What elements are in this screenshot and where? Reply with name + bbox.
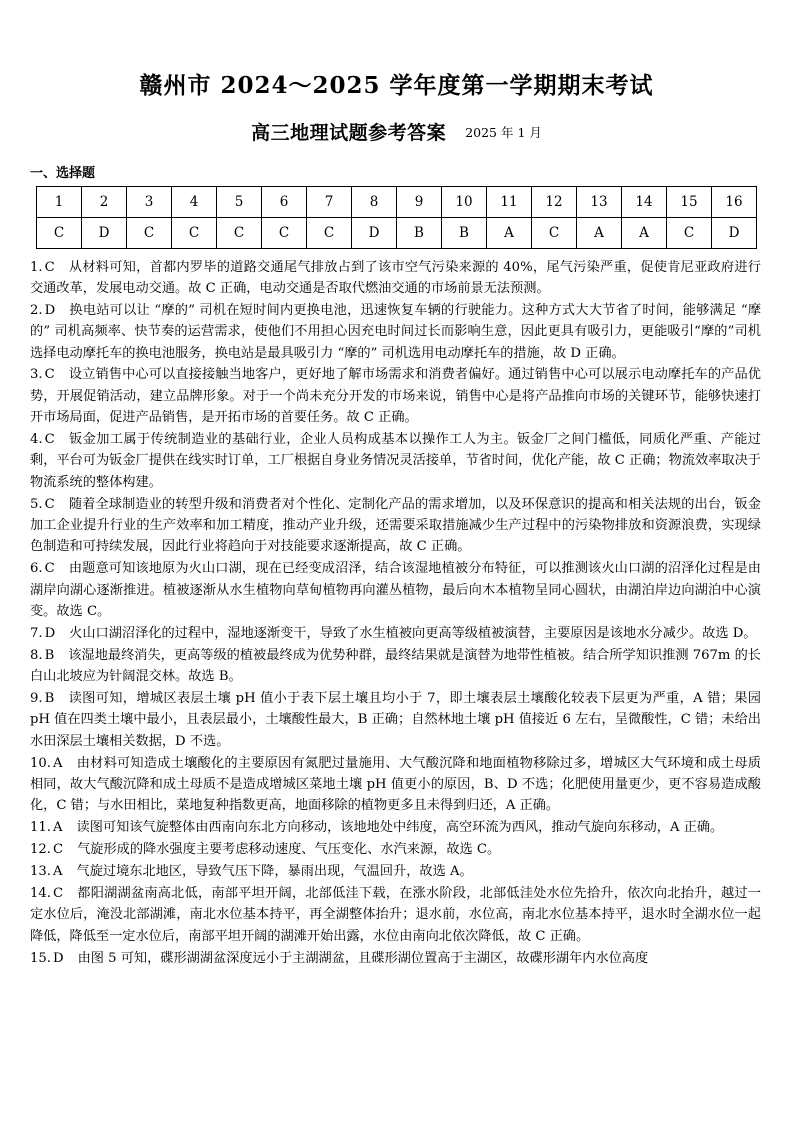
- table-cell-answer: C: [307, 217, 352, 248]
- table-cell-answer: A: [577, 217, 622, 248]
- document-date: 2025 年 1 月: [465, 124, 542, 140]
- explanation-item: [30, 688, 761, 752]
- subtitle-row: [0, 118, 793, 145]
- explanation-number: 14.: [30, 885, 51, 901]
- table-cell-question-number: 11: [487, 186, 532, 217]
- explanation-text: 设立销售中心可以直接接触当地客户，更好地了解市场需求和消费者偏好。通过销售中心可以展示电动摩托车的产品优势，开展促销活动，建立品牌形象。对于一个尚未充分开发的市场来说，销售中心是将产品推向市场的关键环节，能够快速打开市场局面，促进产品销售，是开拓市场的首要任务。故 C 正确。: [30, 367, 761, 426]
- explanation-answer: C: [44, 496, 55, 512]
- table-cell-question-number: 13: [577, 186, 622, 217]
- explanation-number: 9.: [30, 691, 43, 707]
- explanation-text: 从材料可知，首都内罗毕的道路交通尾气排放占到了该市空气污染来源的 40%，尾气污染严重，促使肯尼亚政府进行交通改革，发展电动交通。故 C 正确，电动交通是否取代燃油交通的市场前景无法预测。: [30, 259, 761, 296]
- explanation-answer: D: [44, 625, 56, 641]
- explanation-text: 该湿地最终消失，更高等级的植被最终成为优势种群，最终结果就是演替为地带性植被。结合所学知识推测 767m 的长白山北坡应为针阔混交林。故选 B。: [30, 647, 761, 685]
- table-cell-question-number: 3: [127, 186, 172, 217]
- table-cell-answer: C: [172, 217, 217, 248]
- explanation-answer: C: [52, 842, 64, 858]
- table-cell-answer: B: [397, 217, 442, 248]
- explanation-item: [30, 558, 761, 622]
- table-cell-question-number: 10: [442, 186, 487, 217]
- table-cell-answer: D: [352, 217, 397, 248]
- table-cell-question-number: 8: [352, 186, 397, 217]
- explanation-item: [30, 861, 761, 882]
- table-cell-question-number: 16: [712, 186, 757, 217]
- explanation-number: 11.: [30, 820, 51, 836]
- section-heading-multiple-choice: 一、选择题: [30, 165, 96, 181]
- table-cell-question-number: 6: [262, 186, 307, 217]
- explanation-answer: C: [52, 885, 64, 901]
- table-cell-answer: C: [667, 217, 712, 248]
- table-cell-answer: C: [37, 217, 82, 248]
- table-cell-question-number: 15: [667, 186, 712, 217]
- explanation-answer: C: [44, 259, 55, 275]
- explanation-number: 8.: [30, 647, 43, 663]
- page-title: 赣州市 2024～2025 学年度第一学期期末考试: [139, 72, 654, 99]
- explanation-answer: C: [44, 367, 55, 383]
- table-cell-answer: A: [487, 217, 532, 248]
- table-cell-question-number: 2: [82, 186, 127, 217]
- explanation-number: 10.: [30, 755, 51, 771]
- explanation-item: [30, 623, 761, 644]
- table-cell-question-number: 5: [217, 186, 262, 217]
- explanation-number: 7.: [30, 625, 43, 641]
- explanation-text: 钣金加工属于传统制造业的基础行业，企业人员构成基本以操作工人为主。钣金厂之间门槛低，同质化严重、产能过剩，平台可为钣金厂提供在线实时订单，工厂根据自身业务情况灵活接单，节省时间，优化产能，故 C 正确；物流效率取决于物流系统的整体构建。: [30, 432, 761, 490]
- explanation-answer: A: [52, 864, 63, 880]
- explanation-answer: B: [44, 647, 55, 663]
- table-cell-question-number: 4: [172, 186, 217, 217]
- explanation-answer: A: [52, 755, 63, 771]
- explanation-answer: D: [44, 302, 56, 318]
- explanation-number: 5.: [30, 496, 43, 512]
- explanation-item: [30, 494, 761, 558]
- explanation-text: 由材料可知造成土壤酸化的主要原因有氮肥过量施用、大气酸沉降和地面植物移除过多，增城区大气环境和成土母质相同，故大气酸沉降和成土母质不是造成增城区菜地土壤 pH 值更小的原因，B、D 不选；化肥使用量更少，更不容易造成酸化，C 错；与水田相比，菜地复种指数更高，地面移除的植物更多且未得到归还，A 正确。: [30, 755, 761, 814]
- explanation-text: 火山口湖沼泽化的过程中，湿地逐渐变干，导致了水生植被向更高等级植被演替，主要原因是该地水分减少。故选 D。: [69, 625, 757, 641]
- explanation-number: 2.: [30, 302, 43, 318]
- explanation-number: 3.: [30, 367, 43, 383]
- explanation-item: [30, 364, 761, 428]
- table-cell-answer: A: [622, 217, 667, 248]
- explanation-answer: A: [52, 820, 63, 836]
- table-cell-answer: C: [127, 217, 172, 248]
- explanation-number: 15.: [30, 950, 51, 966]
- table-row-answers: [37, 217, 757, 248]
- explanation-item: [30, 839, 761, 860]
- table-row-question-numbers: [37, 186, 757, 217]
- explanation-number: 12.: [30, 842, 51, 858]
- explanation-item: [30, 645, 761, 688]
- explanation-text: 读图可知，增城区表层土壤 pH 值小于表下层土壤且均小于 7，即土壤表层土壤酸化较表下层更为严重，A 错；果园 pH 值在四类土壤中最小，且表层最小，土壤酸性最大，B 正确；自然林地土壤 pH 值接近 6 左右，呈微酸性，C 错；未给出水田深层土壤相关数据，D 不选。: [30, 691, 761, 749]
- explanations-list: [30, 257, 761, 969]
- explanation-item: [30, 429, 761, 493]
- explanation-text: 由图 5 可知，碟形湖湖盆深度远小于主湖湖盆，且碟形湖位置高于主湖区，故碟形湖年内水位高度: [77, 950, 649, 966]
- explanation-number: 1.: [30, 259, 43, 275]
- table-cell-answer: C: [217, 217, 262, 248]
- explanation-text: 换电站可以让 “摩的” 司机在短时间内更换电池，迅速恢复车辆的行驶能力。这种方式大大节省了时间，能够满足 “摩的” 司机高频率、快节奏的运营需求，使他们不用担心因充电时间过长而影响生意，因此更具有吸引力，更能吸引“摩的”司机选择电动摩托车的换电池服务，换电站是最具吸引力 “摩的” 司机选用电动摩托车的措施，故 D 正确。: [30, 302, 761, 361]
- table-cell-question-number: 14: [622, 186, 667, 217]
- table-cell-question-number: 12: [532, 186, 577, 217]
- explanation-number: 6.: [30, 561, 43, 577]
- explanation-answer: C: [44, 561, 55, 577]
- explanation-text: 气旋过境东北地区，导致气压下降，暴雨出现，气温回升，故选 A。: [76, 864, 473, 880]
- document-subtitle: 高三地理试题参考答案: [251, 121, 447, 144]
- explanation-item: [30, 300, 761, 364]
- explanation-text: 随着全球制造业的转型升级和消费者对个性化、定制化产品的需求增加，以及环保意识的提高和相关法规的出台，钣金加工企业提升行业的生产效率和加工精度，推动产业升级，还需要采取措施减少生产过程中的污染物排放和资源浪费，实现绿色制造和可持续发展，因此行业将趋向于对技能要求逐渐提高，故 C 正确。: [30, 496, 761, 555]
- explanation-answer: D: [52, 950, 64, 966]
- explanation-item: [30, 883, 761, 947]
- explanation-text: 气旋形成的降水强度主要考虑移动速度、气压变化、水汽来源，故选 C。: [77, 842, 501, 858]
- table-cell-answer: D: [712, 217, 757, 248]
- explanation-text: 都阳湖湖盆南高北低，南部平坦开阔，北部低洼下载，在涨水阶段，北部低洼处水位先拾升，依次向北抬升，越过一定水位后，淹没北部湖滩，南北水位基本持平，再全湖整体抬升；退水前，水位高，南北水位基本持平，退水时全湖水位一起降低，降低至一定水位后，南部平坦开阔的湖滩开始出露，水位由南向北依次降低，故 C 正确。: [30, 885, 761, 944]
- explanation-text: 读图可知该气旋整体由西南向东北方向移动，该地地处中纬度，高空环流为西风，推动气旋向东移动，A 正确。: [76, 820, 724, 836]
- table-cell-answer: C: [532, 217, 577, 248]
- explanation-item: [30, 817, 761, 838]
- explanation-number: 13.: [30, 864, 51, 880]
- explanation-item: [30, 753, 761, 817]
- explanation-text: 由题意可知该地原为火山口湖，现在已经变成沼泽，结合该湿地植被分布特征，可以推测该火山口湖的沼泽化过程是由湖岸向湖心逐渐推进。植被逐渐从水生植物向草甸植物再向灌丛植物，最后向木本植物呈同心圆状，由湖泊岸边向湖泊中心演变。故选 C。: [30, 561, 761, 620]
- explanation-answer: B: [44, 691, 55, 707]
- explanation-number: 4.: [30, 432, 43, 448]
- answer-key-table: [36, 186, 757, 249]
- explanation-answer: C: [44, 432, 55, 448]
- table-cell-answer: D: [82, 217, 127, 248]
- table-cell-answer: B: [442, 217, 487, 248]
- table-cell-question-number: 9: [397, 186, 442, 217]
- table-cell-question-number: 7: [307, 186, 352, 217]
- table-cell-question-number: 1: [37, 186, 82, 217]
- table-cell-answer: C: [262, 217, 307, 248]
- explanation-item: [30, 257, 761, 300]
- explanation-item: [30, 948, 761, 969]
